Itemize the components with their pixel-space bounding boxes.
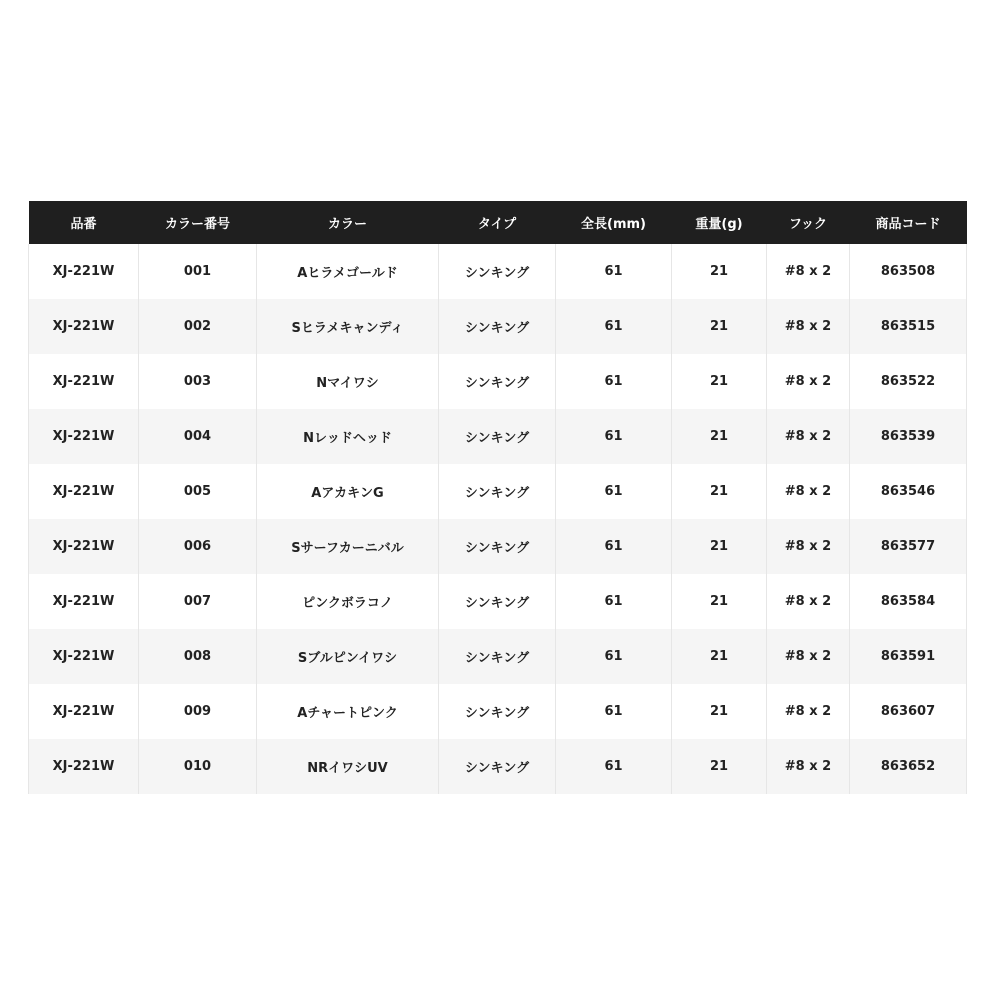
- cell-color-name: Nマイワシ: [257, 354, 439, 409]
- table-row: [29, 354, 967, 409]
- cell-color-name: Sヒラメキャンディ: [257, 299, 439, 354]
- header-cell-type: タイプ: [439, 201, 556, 244]
- cell-weight: 21: [672, 464, 767, 519]
- cell-part-number: XJ-221W: [29, 244, 139, 299]
- cell-color-number: 007: [139, 574, 257, 629]
- product-spec-table: [28, 201, 967, 794]
- table-row: [29, 409, 967, 464]
- table-row: [29, 574, 967, 629]
- header-cell-product-code: 商品コード: [850, 201, 967, 244]
- cell-product-code: 863652: [850, 739, 967, 794]
- cell-color-number: 010: [139, 739, 257, 794]
- cell-product-code: 863539: [850, 409, 967, 464]
- cell-hook: #8 x 2: [767, 519, 850, 574]
- header-cell-hook: フック: [767, 201, 850, 244]
- cell-length: 61: [556, 354, 672, 409]
- cell-color-name: Aヒラメゴールド: [257, 244, 439, 299]
- cell-length: 61: [556, 684, 672, 739]
- cell-type: シンキング: [439, 519, 556, 574]
- cell-weight: 21: [672, 629, 767, 684]
- cell-color-number: 004: [139, 409, 257, 464]
- table-header: [29, 201, 967, 244]
- cell-product-code: 863515: [850, 299, 967, 354]
- cell-part-number: XJ-221W: [29, 299, 139, 354]
- cell-weight: 21: [672, 244, 767, 299]
- cell-part-number: XJ-221W: [29, 519, 139, 574]
- cell-weight: 21: [672, 299, 767, 354]
- cell-product-code: 863591: [850, 629, 967, 684]
- table-row: [29, 519, 967, 574]
- cell-part-number: XJ-221W: [29, 574, 139, 629]
- cell-type: シンキング: [439, 409, 556, 464]
- table-row: [29, 299, 967, 354]
- header-cell-length: 全長(mm): [556, 201, 672, 244]
- cell-color-number: 006: [139, 519, 257, 574]
- cell-product-code: 863508: [850, 244, 967, 299]
- cell-color-number: 003: [139, 354, 257, 409]
- cell-color-number: 005: [139, 464, 257, 519]
- cell-weight: 21: [672, 739, 767, 794]
- cell-product-code: 863584: [850, 574, 967, 629]
- cell-weight: 21: [672, 409, 767, 464]
- cell-product-code: 863607: [850, 684, 967, 739]
- cell-color-name: Sサーフカーニバル: [257, 519, 439, 574]
- table-body: [29, 244, 967, 794]
- cell-weight: 21: [672, 684, 767, 739]
- table-row: [29, 684, 967, 739]
- cell-part-number: XJ-221W: [29, 629, 139, 684]
- table-row: [29, 464, 967, 519]
- cell-length: 61: [556, 409, 672, 464]
- cell-color-name: NRイワシUV: [257, 739, 439, 794]
- cell-color-name: AアカキンG: [257, 464, 439, 519]
- cell-length: 61: [556, 574, 672, 629]
- cell-length: 61: [556, 299, 672, 354]
- cell-hook: #8 x 2: [767, 299, 850, 354]
- cell-weight: 21: [672, 519, 767, 574]
- cell-hook: #8 x 2: [767, 629, 850, 684]
- cell-color-number: 008: [139, 629, 257, 684]
- cell-type: シンキング: [439, 464, 556, 519]
- cell-color-number: 009: [139, 684, 257, 739]
- cell-hook: #8 x 2: [767, 464, 850, 519]
- header-cell-color-number: カラー番号: [139, 201, 257, 244]
- cell-type: シンキング: [439, 299, 556, 354]
- cell-hook: #8 x 2: [767, 409, 850, 464]
- cell-color-number: 002: [139, 299, 257, 354]
- cell-color-number: 001: [139, 244, 257, 299]
- table-row: [29, 629, 967, 684]
- cell-type: シンキング: [439, 244, 556, 299]
- cell-hook: #8 x 2: [767, 574, 850, 629]
- cell-length: 61: [556, 739, 672, 794]
- cell-hook: #8 x 2: [767, 354, 850, 409]
- cell-type: シンキング: [439, 629, 556, 684]
- header-row: [29, 201, 967, 244]
- header-cell-part-number: 品番: [29, 201, 139, 244]
- table-row: [29, 244, 967, 299]
- cell-part-number: XJ-221W: [29, 409, 139, 464]
- cell-color-name: ピンクボラコノ: [257, 574, 439, 629]
- header-cell-weight: 重量(g): [672, 201, 767, 244]
- cell-product-code: 863522: [850, 354, 967, 409]
- cell-length: 61: [556, 464, 672, 519]
- cell-hook: #8 x 2: [767, 739, 850, 794]
- cell-part-number: XJ-221W: [29, 464, 139, 519]
- table-row: [29, 739, 967, 794]
- cell-type: シンキング: [439, 739, 556, 794]
- cell-color-name: Nレッドヘッド: [257, 409, 439, 464]
- cell-length: 61: [556, 244, 672, 299]
- cell-hook: #8 x 2: [767, 684, 850, 739]
- cell-hook: #8 x 2: [767, 244, 850, 299]
- cell-product-code: 863577: [850, 519, 967, 574]
- cell-length: 61: [556, 519, 672, 574]
- cell-weight: 21: [672, 354, 767, 409]
- cell-part-number: XJ-221W: [29, 354, 139, 409]
- cell-type: シンキング: [439, 684, 556, 739]
- cell-weight: 21: [672, 574, 767, 629]
- cell-type: シンキング: [439, 354, 556, 409]
- cell-color-name: Sブルピンイワシ: [257, 629, 439, 684]
- cell-color-name: Aチャートピンク: [257, 684, 439, 739]
- cell-part-number: XJ-221W: [29, 739, 139, 794]
- cell-product-code: 863546: [850, 464, 967, 519]
- cell-type: シンキング: [439, 574, 556, 629]
- cell-length: 61: [556, 629, 672, 684]
- header-cell-color: カラー: [257, 201, 439, 244]
- cell-part-number: XJ-221W: [29, 684, 139, 739]
